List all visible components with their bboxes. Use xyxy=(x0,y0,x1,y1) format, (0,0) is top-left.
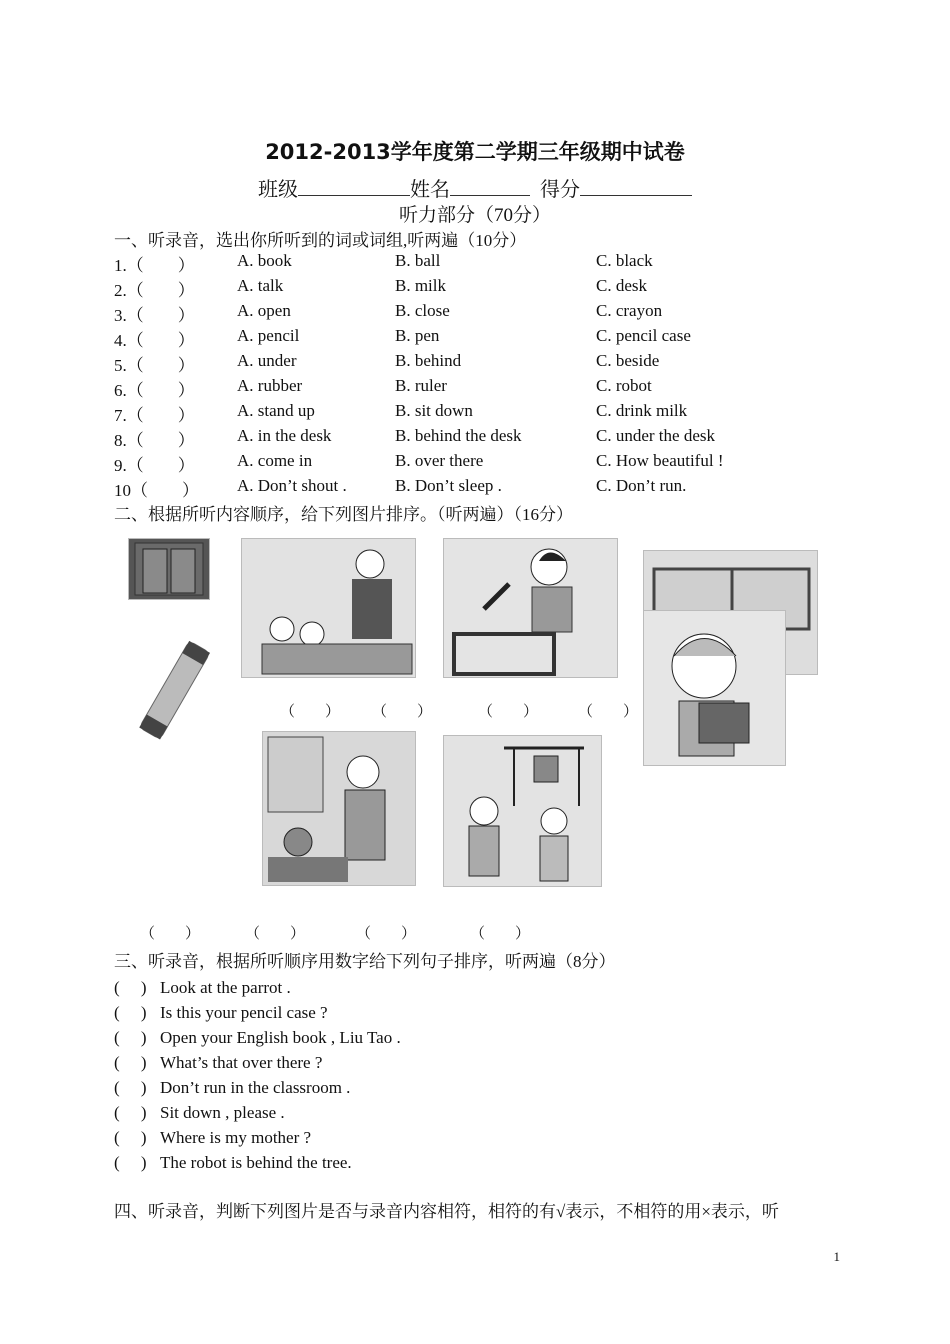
option-a: A. talk xyxy=(237,276,284,295)
order-blank[interactable]: （ ） xyxy=(372,704,433,720)
sentence-text: Where is my mother ? xyxy=(160,1128,312,1147)
question-number[interactable]: 2.（ ） xyxy=(114,281,195,300)
score-label: 得分 xyxy=(540,179,580,201)
option-a: A. in the desk xyxy=(237,426,332,445)
option-c: C. crayon xyxy=(596,301,663,320)
option-b: B. pen xyxy=(395,326,440,345)
question-number[interactable]: 7.（ ） xyxy=(114,406,195,425)
question-number[interactable]: 6.（ ） xyxy=(114,381,195,400)
listening-header: 听力部分（70分） xyxy=(398,205,551,226)
order-blank[interactable]: ( ) xyxy=(114,1078,147,1097)
section1-heading: 一、听录音，选出你所听到的词或词组,听两遍（10分） xyxy=(114,231,527,250)
sentence-text: Look at the parrot . xyxy=(160,978,291,997)
order-blank[interactable]: ( ) xyxy=(114,1028,147,1047)
option-a: A. under xyxy=(237,351,297,370)
option-c: C. beside xyxy=(596,351,660,370)
option-c: C. under the desk xyxy=(596,426,715,445)
sentence-row xyxy=(114,1048,322,1073)
student-info-line xyxy=(0,173,950,202)
option-b: B. over there xyxy=(395,451,484,470)
class-label: 班级 xyxy=(258,179,298,201)
order-blank[interactable]: ( ) xyxy=(114,1153,147,1172)
option-c: C. Don’t run. xyxy=(596,476,687,495)
option-c: C. black xyxy=(596,251,653,270)
sentence-text: Don’t run in the classroom . xyxy=(160,1078,351,1097)
girl-with-books-image xyxy=(643,610,786,766)
order-blank[interactable]: ( ) xyxy=(114,1053,147,1072)
name-label: 姓名 xyxy=(410,179,450,201)
option-a: A. Don’t shout . xyxy=(237,476,347,495)
sentence-row xyxy=(114,1123,311,1148)
question-number[interactable]: 3.（ ） xyxy=(114,306,195,325)
option-a: A. pencil xyxy=(237,326,300,345)
door-image xyxy=(128,538,210,600)
option-b: B. Don’t sleep . xyxy=(395,476,502,495)
question-row xyxy=(0,376,950,400)
sentence-text: What’s that over there ? xyxy=(160,1053,323,1072)
sentence-text: Is this your pencil case ? xyxy=(160,1003,328,1022)
option-a: A. open xyxy=(237,301,291,320)
question-number[interactable]: 4.（ ） xyxy=(114,331,195,350)
question-number[interactable]: 10（ ） xyxy=(114,481,199,500)
question-row xyxy=(0,276,950,300)
question-number[interactable]: 8.（ ） xyxy=(114,431,195,450)
order-blank[interactable]: （ ） xyxy=(356,926,417,942)
option-c: C. How beautiful ! xyxy=(596,451,724,470)
sentence-row xyxy=(114,973,291,998)
option-b: B. behind xyxy=(395,351,462,370)
option-a: A. stand up xyxy=(237,401,315,420)
question-row xyxy=(0,326,950,350)
question-row xyxy=(0,451,950,475)
order-blank[interactable]: （ ） xyxy=(470,926,531,942)
sentence-text: Sit down , please . xyxy=(160,1103,285,1122)
sentence-row xyxy=(114,1073,350,1098)
teacher-students-image xyxy=(241,538,416,678)
teacher-pointing-image xyxy=(262,731,416,886)
question-row xyxy=(0,426,950,450)
option-c: C. drink milk xyxy=(596,401,688,420)
order-blank[interactable]: （ ） xyxy=(578,704,639,720)
order-blank[interactable]: （ ） xyxy=(280,704,341,720)
page-title: 2012-2013学年度第二学期三年级期中试卷 xyxy=(265,140,685,164)
option-b: B. behind the desk xyxy=(395,426,522,445)
option-b: B. ruler xyxy=(395,376,447,395)
option-a: A. come in xyxy=(237,451,313,470)
option-c: C. robot xyxy=(596,376,652,395)
score-blank[interactable] xyxy=(580,177,692,196)
option-a: A. book xyxy=(237,251,292,270)
sentence-text: The robot is behind the tree. xyxy=(160,1153,352,1172)
question-number[interactable]: 1.（ ） xyxy=(114,256,195,275)
sentence-row xyxy=(114,1148,352,1173)
crayon-image xyxy=(128,625,218,765)
girl-stand-up-image xyxy=(443,538,618,678)
order-blank[interactable]: （ ） xyxy=(245,926,306,942)
option-b: B. ball xyxy=(395,251,441,270)
question-row xyxy=(0,351,950,375)
sentence-text: Open your English book , Liu Tao . xyxy=(160,1028,401,1047)
question-row xyxy=(0,476,950,500)
order-blank[interactable]: ( ) xyxy=(114,1128,147,1147)
section3-heading: 三、听录音，根据所听顺序用数字给下列句子排序，听两遍（8分） xyxy=(114,952,616,971)
section4-heading: 四、听录音，判断下列图片是否与录音内容相符，相符的有√表示，不相符的用×表示，听 xyxy=(114,1202,779,1221)
option-b: B. milk xyxy=(395,276,447,295)
option-c: C. desk xyxy=(596,276,647,295)
question-row xyxy=(0,251,950,275)
option-c: C. pencil case xyxy=(596,326,691,345)
sentence-row xyxy=(114,1098,285,1123)
name-blank[interactable] xyxy=(450,177,530,196)
option-b: B. sit down xyxy=(395,401,473,420)
page-number: 1 xyxy=(833,1249,840,1264)
kids-looking-at-coat-image xyxy=(443,735,602,887)
class-blank[interactable] xyxy=(298,177,410,196)
sentence-row xyxy=(114,1023,401,1048)
section2-heading: 二、根据所听内容顺序，给下列图片排序。（听两遍）（16分） xyxy=(114,505,573,524)
question-number[interactable]: 5.（ ） xyxy=(114,356,195,375)
option-b: B. close xyxy=(395,301,450,320)
question-row xyxy=(0,401,950,425)
question-number[interactable]: 9.（ ） xyxy=(114,456,195,475)
order-blank[interactable]: ( ) xyxy=(114,978,147,997)
order-blank[interactable]: ( ) xyxy=(114,1003,147,1022)
question-row xyxy=(0,301,950,325)
order-blank[interactable]: （ ） xyxy=(140,926,201,942)
order-blank[interactable]: ( ) xyxy=(114,1103,147,1122)
order-blank[interactable]: （ ） xyxy=(478,704,539,720)
sentence-row xyxy=(114,998,328,1023)
option-a: A. rubber xyxy=(237,376,303,395)
